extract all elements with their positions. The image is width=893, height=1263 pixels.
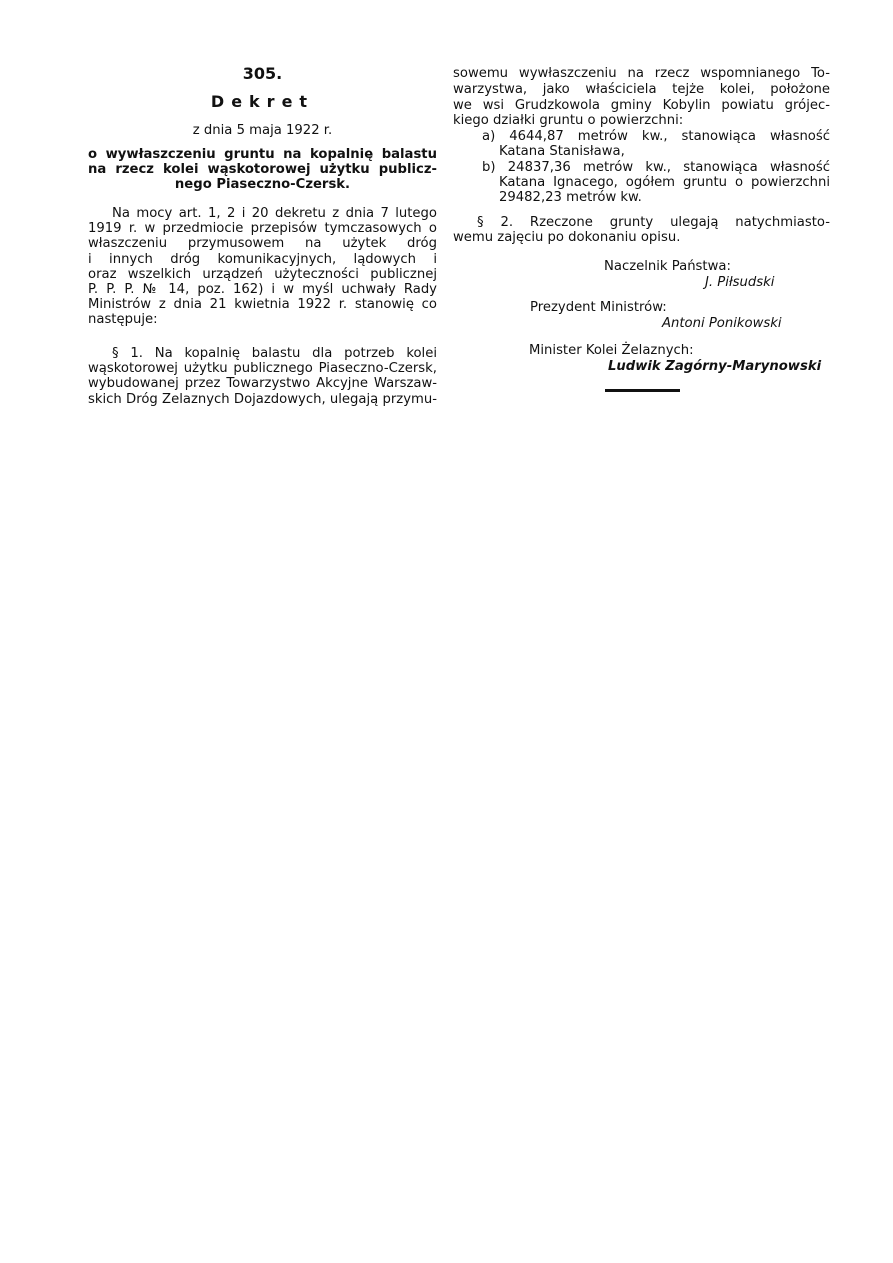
subject-line: o wywłaszczeniu gruntu na kopalnię balastu xyxy=(88,147,437,162)
decree-number: 305. xyxy=(242,64,283,83)
section1-line: warzystwa, jako właściciela tejże kolei, położone xyxy=(453,82,830,97)
list-item-b: Katana Ignacego, ogółem gruntu o powierzchni xyxy=(499,175,830,190)
section1-line: kiego działki gruntu o powierzchni: xyxy=(453,113,684,128)
section1-line: § 1. Na kopalnię balastu dla potrzeb kolei xyxy=(112,346,437,361)
decree-date: z dnia 5 maja 1922 r. xyxy=(192,123,333,138)
preamble-line: 1919 r. w przedmiocie przepisów tymczasowych o xyxy=(88,221,437,236)
section1-line: skich Dróg Żelaznych Dojazdowych, ulegają przymu- xyxy=(88,392,437,407)
preamble-line: P. P. P. № 14, poz. 162) i w myśl uchwały Rady xyxy=(88,282,437,297)
preamble-line: właszczeniu przymusowem na użytek dróg xyxy=(88,236,437,251)
signature-name: J. Piłsudski xyxy=(705,275,775,290)
list-item-b: 29482,23 metrów kw. xyxy=(499,190,642,205)
preamble-line: i innych dróg komunikacyjnych, lądowych i xyxy=(88,252,437,267)
signature-name: Ludwik Zagórny-Marynowski xyxy=(608,359,822,374)
section1-line: we wsi Grudzkowola gminy Kobylin powiatu grójec- xyxy=(453,98,830,113)
signature-role: Minister Kolei Żelaznych: xyxy=(529,343,694,358)
section1-line: wybudowanej przez Towarzystwo Akcyjne Warszaw- xyxy=(88,376,437,391)
subject-line: na rzecz kolei wąskotorowej użytku publicz- xyxy=(88,162,437,177)
list-item-a: Katana Stanisława, xyxy=(499,144,625,159)
subject-line: nego Piaseczno-Czersk. xyxy=(174,177,351,192)
preamble-line: następuje: xyxy=(88,312,158,327)
section2-line: wemu zajęciu po dokonaniu opisu. xyxy=(453,230,681,245)
list-item-b: b) 24837,36 metrów kw., stanowiąca własność xyxy=(482,160,830,175)
signature-role: Naczelnik Państwa: xyxy=(604,259,731,274)
preamble-line: Ministrów z dnia 21 kwietnia 1922 r. stanowię co xyxy=(88,297,437,312)
section1-line: wąskotorowej użytku publicznego Piaseczno-Czersk, xyxy=(88,361,437,376)
list-item-a: a) 4644,87 metrów kw., stanowiąca własność xyxy=(482,129,830,144)
end-rule xyxy=(605,389,680,392)
preamble-line: oraz wszelkich urządzeń użyteczności publicznej xyxy=(88,267,437,282)
section1-line: sowemu wywłaszczeniu na rzecz wspomnianego To- xyxy=(453,66,830,81)
signature-name: Antoni Ponikowski xyxy=(662,316,782,331)
decree-title: Dekret xyxy=(210,92,315,111)
section2-line: § 2. Rzeczone grunty ulegają natychmiasto- xyxy=(477,215,830,230)
signature-role: Prezydent Ministrów: xyxy=(530,300,667,315)
preamble-line: Na mocy art. 1, 2 i 20 dekretu z dnia 7 lutego xyxy=(112,206,437,221)
